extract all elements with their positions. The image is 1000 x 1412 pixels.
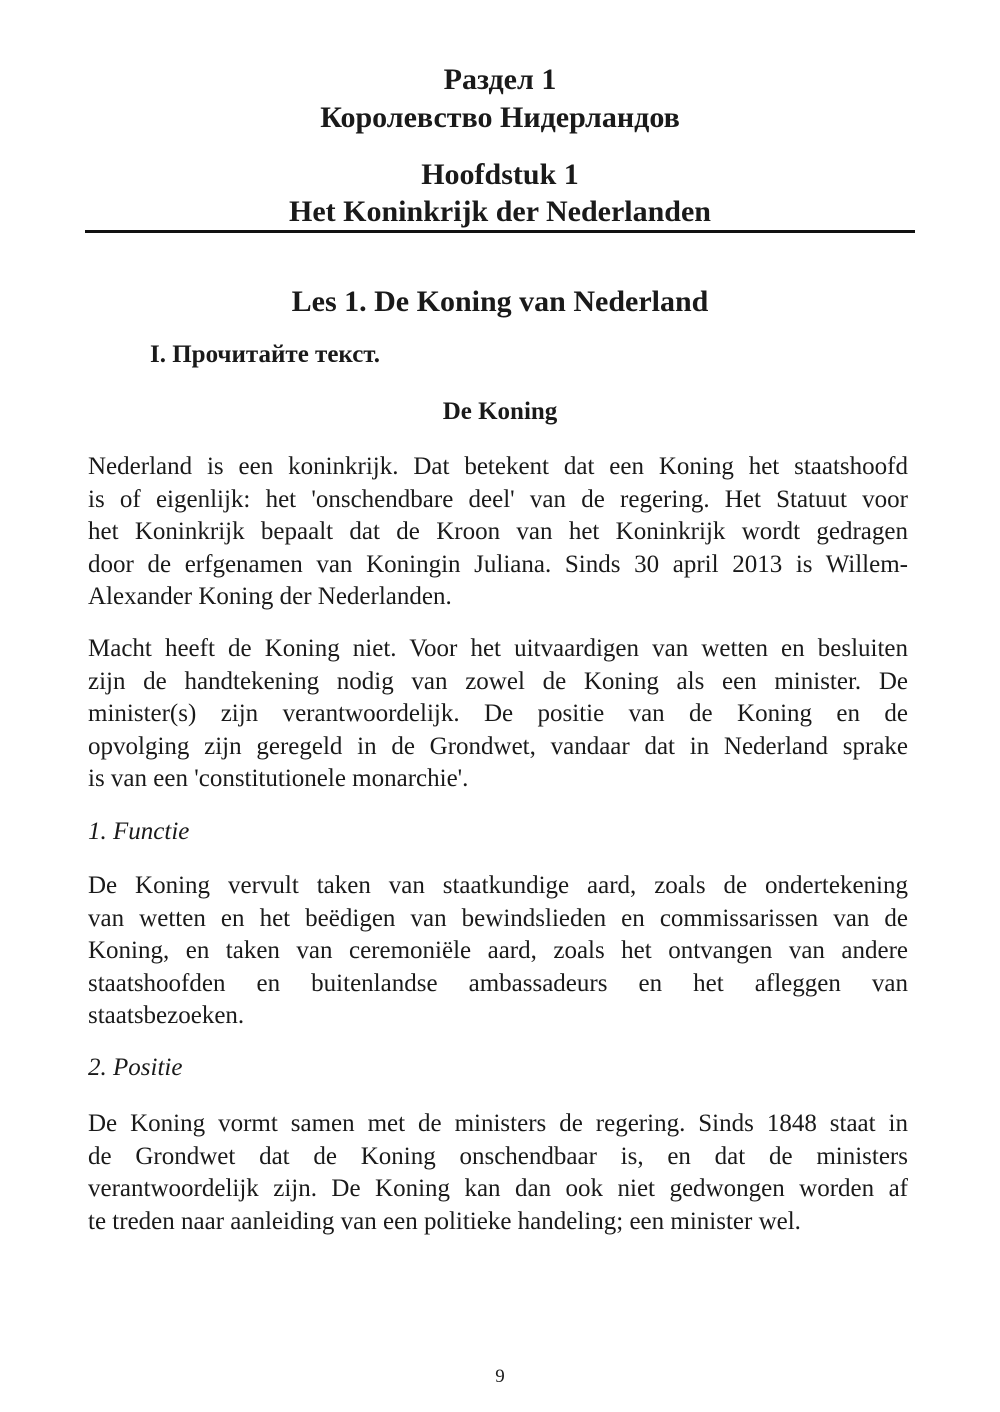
- section-label: Раздел 1: [443, 63, 557, 96]
- subheading-positie: 2. Positie: [88, 1054, 183, 1081]
- paragraph-4: [88, 1108, 908, 1238]
- chapter-title: Het Koninkrijk der Nederlanden: [289, 195, 711, 228]
- text-line: het Koninkrijk bepaalt dat de Kroon van het Koninkrijk wordt gedragen: [88, 518, 908, 545]
- text-line: Nederland is een koninkrijk. Dat betekent dat een Koning het staatshoofd: [88, 453, 908, 480]
- paragraph-1: [88, 451, 908, 614]
- text-line: staatsbezoeken.: [88, 1002, 245, 1029]
- subheading-functie: 1. Functie: [88, 818, 190, 845]
- text-line: te treden naar aanleiding van een politieke handeling; een minister wel.: [88, 1207, 801, 1235]
- lesson-title: Les 1. De Koning van Nederland: [291, 285, 709, 318]
- task-heading: I. Прочитайте текст.: [150, 341, 380, 368]
- text-line: opvolging zijn geregeld in de Grondwet, vandaar dat in Nederland sprake: [88, 732, 908, 760]
- text-line: staatshoofden en buitenlandse ambassadeurs en het afleggen van: [88, 969, 908, 997]
- paragraph-2: [88, 633, 908, 796]
- text-line: zijn de handtekening nodig van zowel de Koning als een minister. De: [88, 667, 908, 695]
- text-line: is of eigenlijk: het 'onschendbare deel' van de regering. Het Statuut voor: [88, 485, 908, 513]
- text-title: De Koning: [442, 398, 558, 425]
- text-line: minister(s) zijn verantwoordelijk. De positie van de Koning en de: [88, 700, 908, 727]
- text-line: is van een 'constitutionele monarchie'.: [88, 765, 469, 792]
- text-line: de Grondwet dat de Koning onschendbaar is, en dat de ministers: [88, 1142, 908, 1170]
- text-line: door de erfgenamen van Koningin Juliana. Sinds 30 april 2013 is Willem-: [88, 550, 908, 578]
- section-title: Королевство Нидерландов: [320, 101, 680, 134]
- text-line: van wetten en het beëdigen van bewindslieden en commissarissen van de: [88, 904, 908, 932]
- text-line: Alexander Koning der Nederlanden.: [88, 583, 452, 610]
- heading-divider: [85, 230, 915, 233]
- text-line: De Koning vormt samen met de ministers de regering. Sinds 1848 staat in: [88, 1110, 908, 1137]
- text-line: verantwoordelijk zijn. De Koning kan dan ook niet gedwongen worden af: [88, 1175, 908, 1202]
- text-line: De Koning vervult taken van staatkundige aard, zoals de ondertekening: [88, 872, 908, 899]
- chapter-label: Hoofdstuk 1: [421, 158, 579, 191]
- page-number: 9: [495, 1366, 505, 1387]
- text-line: Macht heeft de Koning niet. Voor het uitvaardigen van wetten en besluiten: [88, 635, 908, 662]
- text-line: Koning, en taken van ceremoniële aard, zoals het ontvangen van andere: [88, 937, 908, 964]
- paragraph-3: [88, 870, 908, 1033]
